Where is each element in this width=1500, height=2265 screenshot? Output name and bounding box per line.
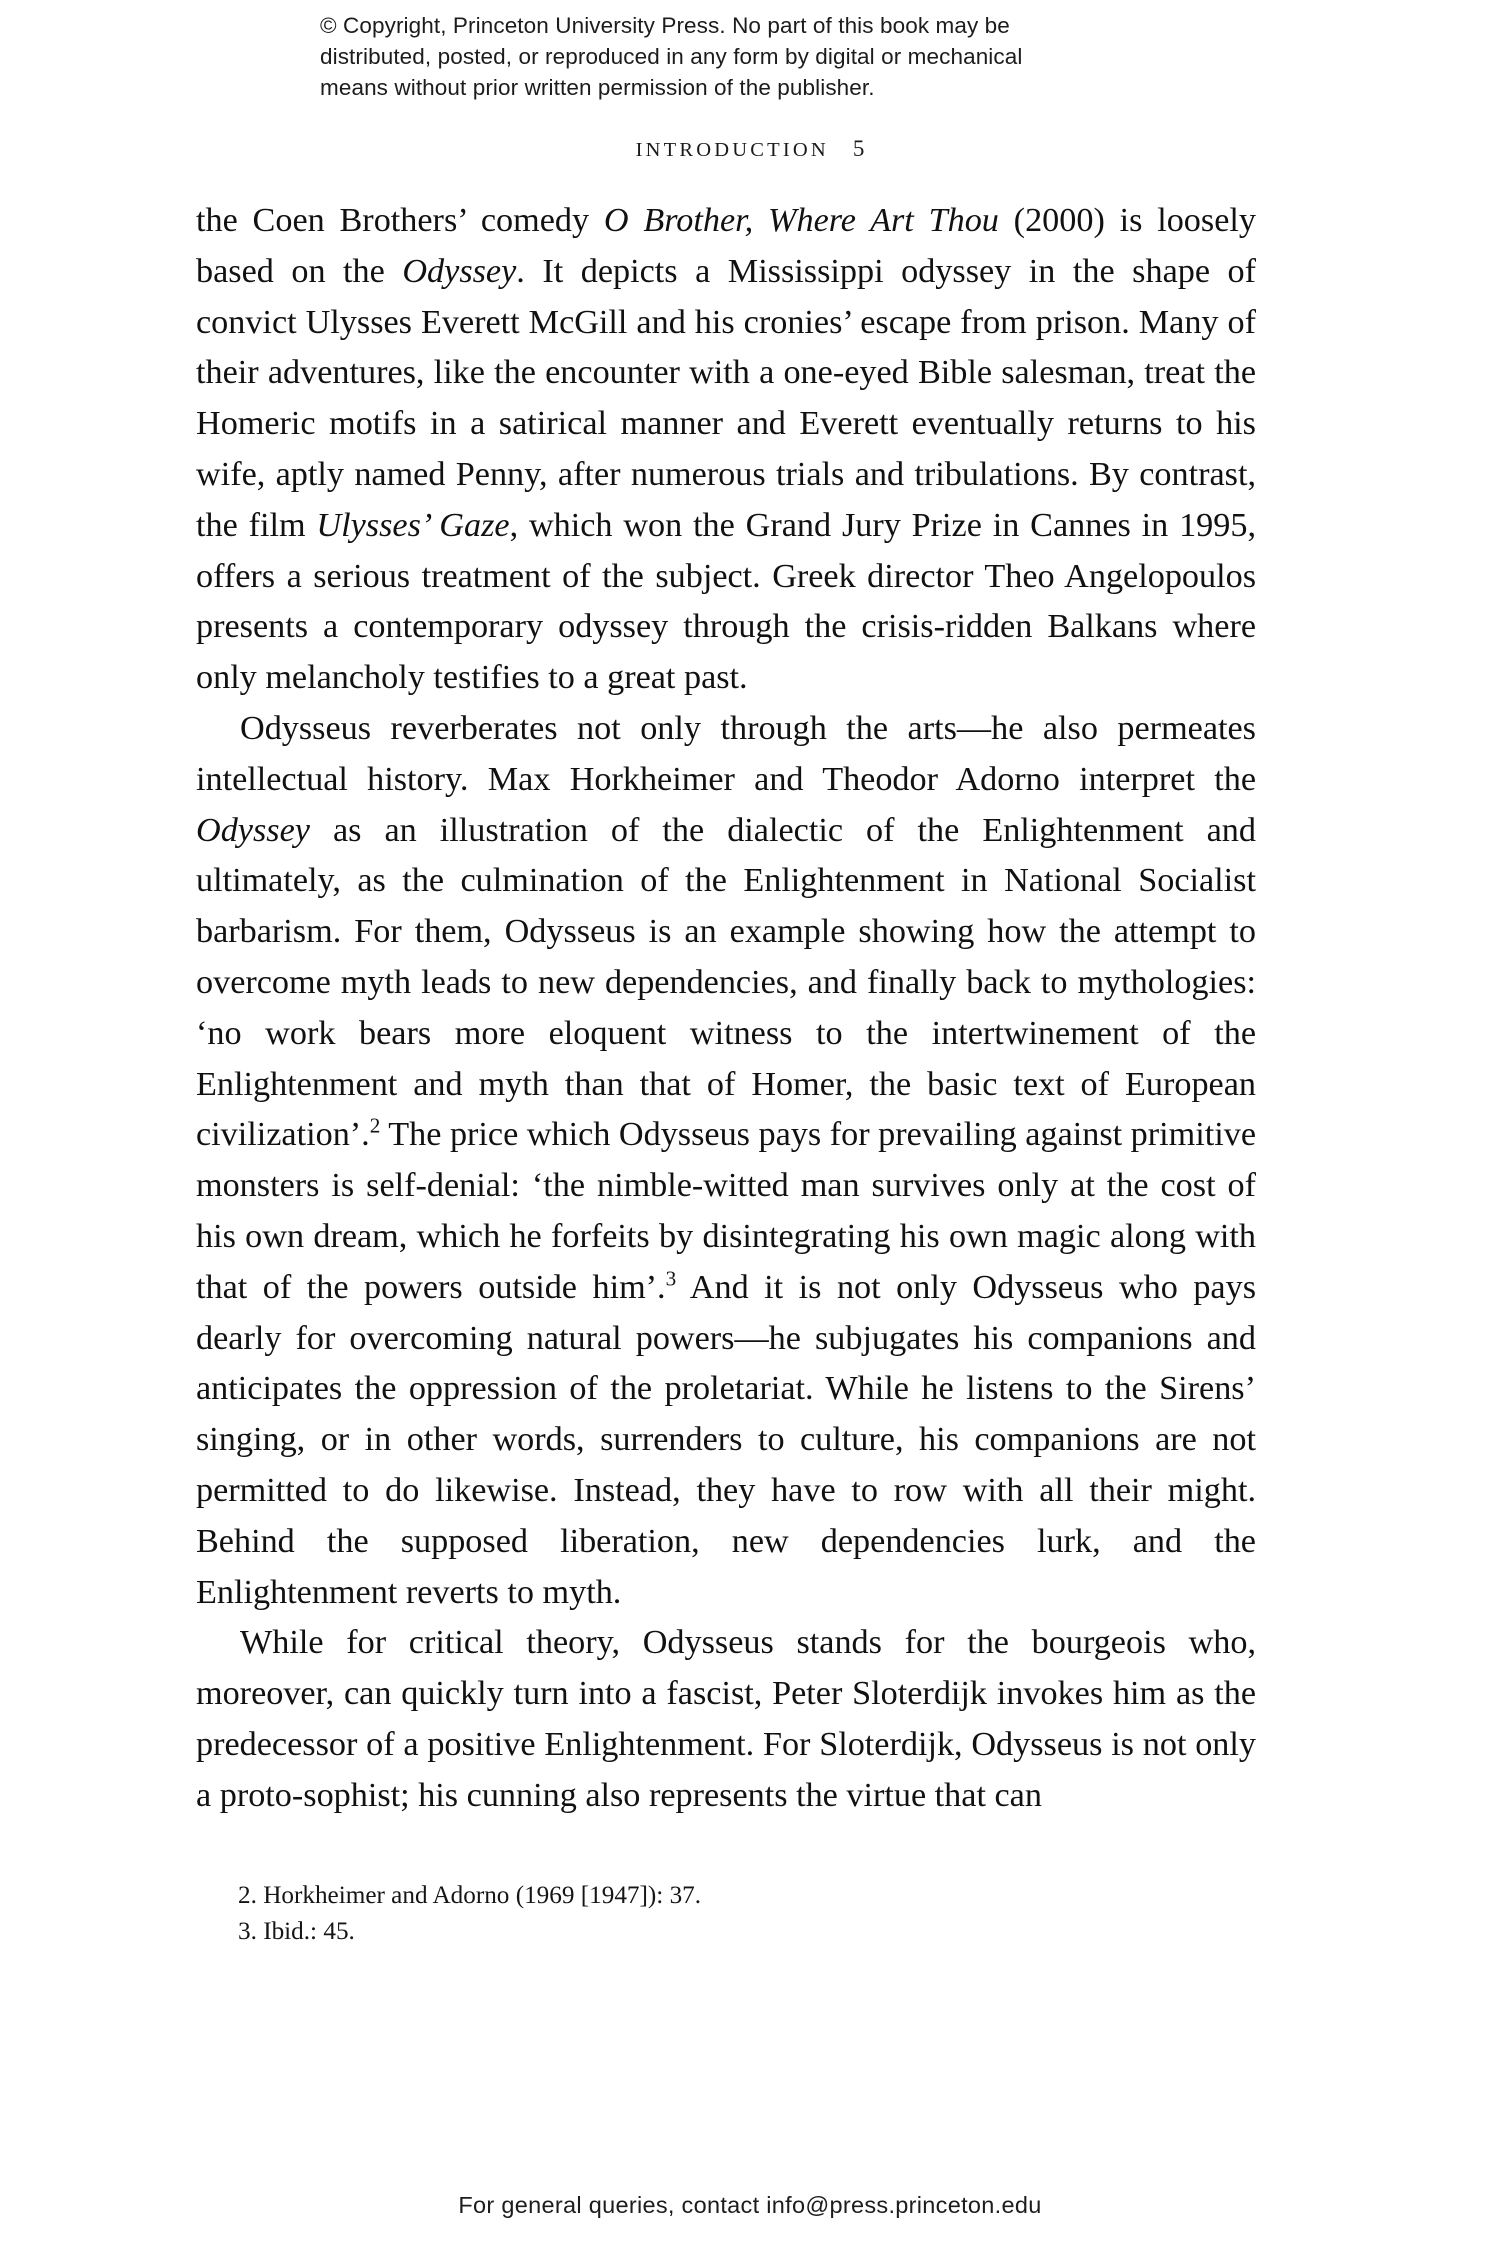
p1-text-3: . It depicts a Mississippi odyssey in the shape of convict Ulysses Everett McGill and his cronies’ escape from prison. Many of their adventures, like the encounter with a one-eyed Bible salesman, treat the Homeric motifs in a satirical manner and Everett eventually returns to his wife, aptly named Penny, after numerous trials and tribulations. By contrast, the film xyxy=(196,252,1257,544)
page-number: 5 xyxy=(852,136,865,161)
paragraph-3 xyxy=(196,1618,1256,1821)
film-title-ulysses-gaze: Ulysses’ Gaze xyxy=(316,506,510,544)
work-title-odyssey-2: Odyssey xyxy=(196,811,310,849)
footnote-ref-2[interactable]: 2 xyxy=(369,1113,381,1138)
footnote-ref-3[interactable]: 3 xyxy=(665,1266,677,1291)
copyright-notice xyxy=(320,10,1180,103)
paragraph-2 xyxy=(196,704,1256,1618)
copyright-line-3: means without prior written permission of the publisher. xyxy=(320,75,875,101)
copyright-line-1: © Copyright, Princeton University Press. No part of this book may be xyxy=(320,13,1010,38)
p1-text-1: the Coen Brothers’ comedy xyxy=(196,202,604,239)
film-title-o-brother: O Brother, Where Art Thou xyxy=(603,202,999,239)
body-text xyxy=(196,196,1256,1822)
copyright-line-2: distributed, posted, or reproduced in any form by digital or mechanical xyxy=(320,44,1023,70)
p2-text-3: The price which Odysseus pays for prevailing against primitive monsters is self-denial: ‘the nimble-witted man survives only at the cost of his own dream, which he forfeits by disintegrating his own magic along with that of the powers outside him’. xyxy=(196,1116,1257,1306)
paragraph-1 xyxy=(196,196,1256,704)
p2-text-4: And it is not only Odysseus who pays dearly for overcoming natural powers—he subjugates his companions and anticipates the oppression of the proletariat. While he listens to the Sirens’ singing, or in other words, surrenders to culture, his companions are not permitted to do likewise. Instead, they have to row with all their might. Behind the supposed liberation, new dependencies lurk, and the Enlightenment reverts to myth. xyxy=(196,1268,1256,1611)
footnote-block xyxy=(196,1878,1256,1950)
p1-text-2: (2000) is loosely based on the xyxy=(196,202,1256,290)
p1-text-4: , which won the Grand Jury Prize in Cannes in 1995, offers a serious treatment of the subject. Greek director Theo Angelopoulos presents a contemporary odyssey through the crisis-ridden Balkans where only melancholy testifies to a great past. xyxy=(196,506,1256,697)
p3-text: While for critical theory, Odysseus stands for the bourgeois who, moreover, can quickly turn into a fascist, Peter Sloterdijk invokes him as the predecessor of a positive Enlightenment. For Sloterdijk, Odysseus is not only a proto-sophist; his cunning also represents the virtue that can xyxy=(196,1624,1256,1814)
work-title-odyssey-1: Odyssey xyxy=(402,252,517,290)
p2-text-2: as an illustration of the dialectic of the Enlightenment and ultimately, as the culmination of the Enlightenment in National Socialist barbarism. For them, Odysseus is an example showing how the attempt to overcome myth leads to new dependencies, and finally back to mythologies: ‘no work bears more eloquent witness to the intertwinement of the Enlightenment and myth than that of Homer, the basic text of European civilization’. xyxy=(196,811,1256,1154)
general-queries-footer: For general queries, contact info@press.princeton.edu xyxy=(458,2192,1042,2218)
footnote-item-2: 2. Horkheimer and Adorno (1969 [1947]): 37. xyxy=(238,1882,702,1909)
running-head-title: INTRODUCTION xyxy=(635,139,829,161)
running-head xyxy=(0,136,1500,162)
footnote-item-3: 3. Ibid.: 45. xyxy=(238,1918,355,1945)
p2-text-1: Odysseus reverberates not only through the arts—he also permeates intellectual history. Max Horkheimer and Theodor Adorno interpret the xyxy=(196,709,1256,798)
